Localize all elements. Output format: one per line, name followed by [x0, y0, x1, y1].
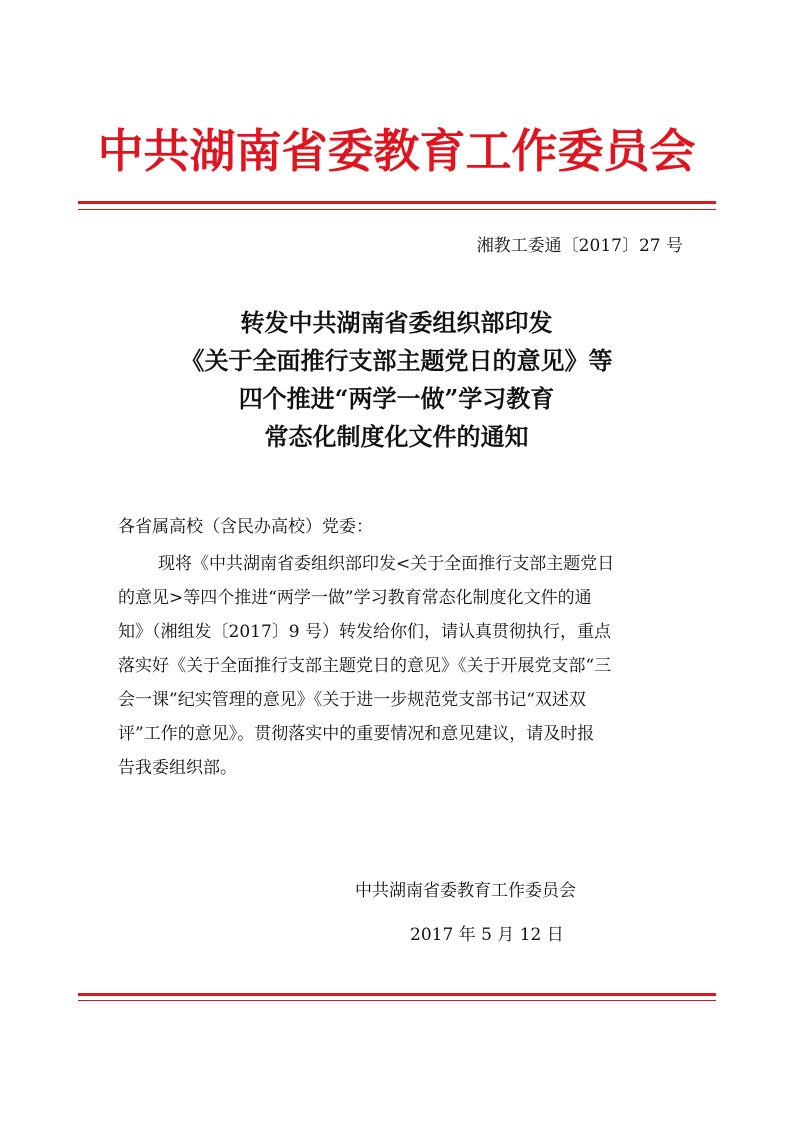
title-line: 常态化制度化文件的通知 [264, 422, 529, 451]
footer-red-rule-thin [78, 1000, 716, 1001]
document-number: 湘教工委通〔2017〕27 号 [476, 236, 683, 256]
document-title [0, 304, 793, 456]
body-line: 知》（湘组发〔2017〕9 号）转发给你们，请认真贯彻执行，重点 [118, 622, 611, 642]
body-line: 的意见>等四个推进“两学一做”学习教育常态化制度化文件的通 [118, 588, 592, 608]
body-line: 会一课”纪实管理的意见》《关于进一步规范党支部书记“双述双 [118, 690, 586, 710]
body-line: 现将《中共湖南省委组织部印发<关于全面推行支部主题党日 [158, 554, 615, 574]
organization-header: 中共湖南省委教育工作委员会 [97, 124, 696, 178]
footer-red-rule-thick [78, 993, 716, 996]
signature-date: 2017 年 5 月 12 日 [410, 925, 564, 945]
title-line: 《关于全面推行支部主题党日的意见》等 [180, 346, 613, 375]
body-line: 落实好《关于全面推行支部主题党日的意见》《关于开展党支部“三 [118, 656, 612, 676]
body-line: 告我委组织部。 [118, 758, 237, 778]
title-line: 转发中共湖南省委组织部印发 [240, 308, 553, 337]
body-line: 评”工作的意见》。贯彻落实中的重要情况和意见建议，请及时报 [118, 724, 595, 744]
header-red-rule-thin [78, 209, 716, 210]
body-paragraph [118, 547, 678, 785]
title-line: 四个推进“两学一做”学习教育 [238, 384, 555, 413]
header-red-rule-thick [78, 201, 716, 204]
signature-issuer: 中共湖南省委教育工作委员会 [355, 881, 576, 901]
salutation: 各省属高校（含民办高校）党委： [118, 517, 373, 537]
